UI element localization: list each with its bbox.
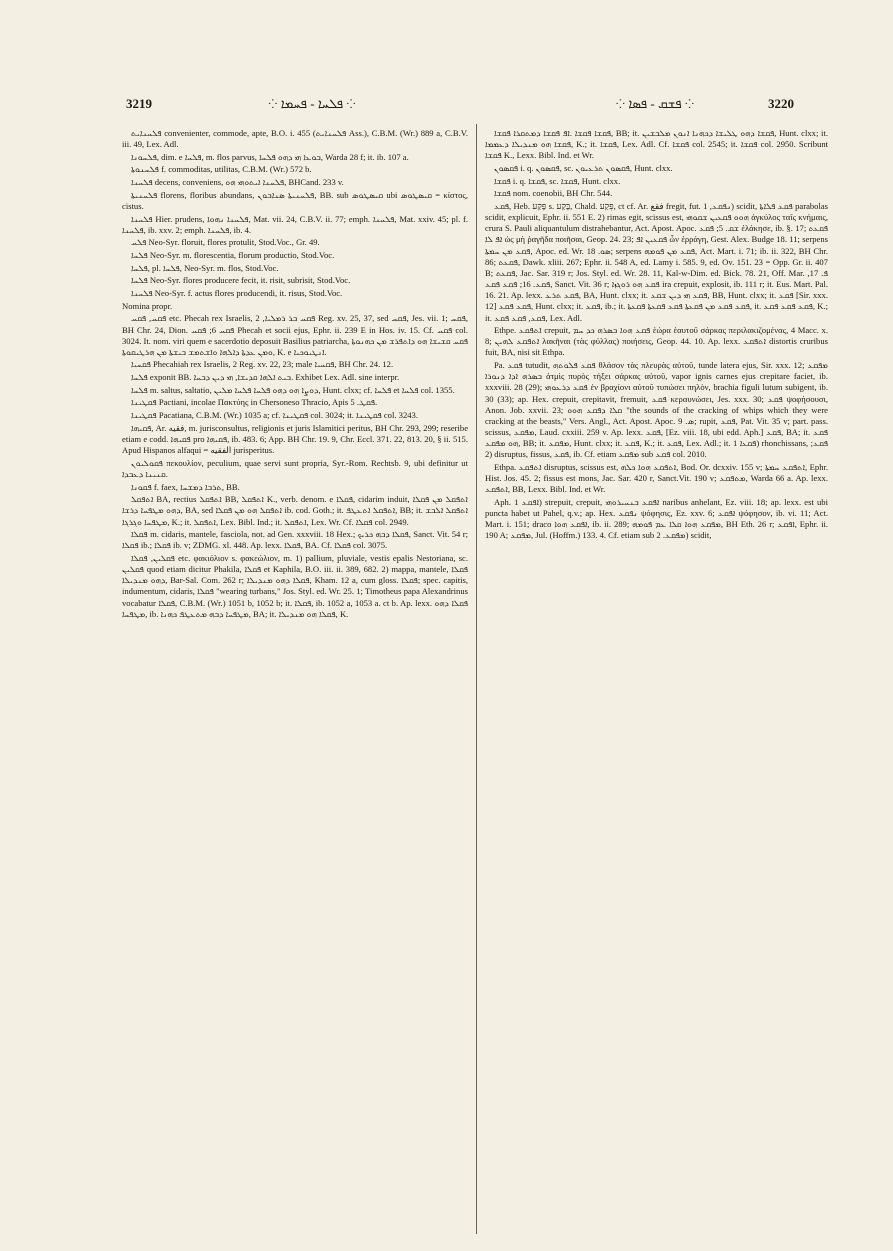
dictionary-entry: ܦܩܚ, ܦܩܚ etc. Phecah rex Israelis, ܦܩܚ ܒܪ ܪܡܠܝܐ, 2 Reg. xv. 25, 37, sed ܦܩܚ, Jes. vii. 1; ܦܩܚ, BH Chr. 24, Dion. ܦܩܚ 6; ܦܩܚ Phecah et socii ejus, Ephr. ii. 239 E in Hos. iv. 15. Cf. ܦܩܚ col. 3024. It. nom. viri quem e sacerdotio deposuit Basilius patriarcha, ܦܩܚ ܩܫܝܫܐ ܗܘ ܕܐܬܦܪܫ ܡܢ ܟܗܢܘܬܐ ܘܡܢ ܥܕܬܐ ܕܐܠܗܐ ܘܐܫܬܡܫ ܒܝܫܬܐ ܡܢ ܗܪܛܝܩܘܬܐ, K. e ܐܢܛܝܘܟܝܐ. — [122, 313, 468, 357]
left-page-number: 3219 — [126, 96, 152, 111]
dictionary-entry: ܦܩܘܠܝܘܢ πεκουλίον, peculium, quae servi sunt propria, Syr.-Rom. Rechtsb. 9, ubi definitur ut ܩܢܝܢܐ ܕܥܒܕܐ. — [122, 457, 468, 479]
right-column — [485, 128, 828, 1238]
dictionary-entry: ܦܠܚܐ, pl. ܦܠܚܐ, Neo-Syr. m. flos, Stod.Voc. — [131, 262, 279, 273]
right-running-title: ⁘ ܦܫܩ - ܦܣܐ ⁘ — [615, 96, 695, 111]
dictionary-entry: ܦܩܠܝܢ, ܦܩܠܐ etc. φακιόλιον s. φακεώλιον, m. 1) pallium, pluviale, vestis epalis Nestoriana, sc. ܦܩܠܝܢ quod etiam dicitur Phakila, ܦܩܠܐ et Kaphila, B.O. iii. ii. 389, 682. 2) mappa, mantele, ܦܩܠܐ ܕܗܘ ܡܢܕܝܠܐ, Bar-Sal. Com. 262 r; ܦܩܠܐ ܕܗܘ ܡܢܕܝܠܐ, Kham. 12 a, cum gloss. ܦܩܠܐ; spec. capitis, indumentum, cidaris, ܦܩܠܐ "wearing turbans," Jos. Styl. ed. Wr. 25. 1; Timotheus papa Alexandrinus vocabatur ܦܩܠܐ, C.B.M. (Wr.) 1051 b, 1052 b; it. ܦܩܠܐ, ib. 1052 a, 1053 a. ct b. Ap. lexx. ܦܩܠܐ ܕܗܘ ܡܛܦܚܐ, ib. ܡܛܦܚܐ ܕܒܗ ܡܬܥܛܦ ܟܗܢܐ, BA; it. ܦܩܠܐ ܗܘ ܡܢܕܝܠܐ, K. — [122, 552, 468, 619]
dictionary-entry: ܦܠܚܐ m. saltus, saltatio, ܕܘܨܐ ܗܘ ܕܗܘ ܦܠܚܐ ܦܠܚܐ ܡܠܝܢ, Hunt. clxx; cf. ܦܠܚܐ et ܦܠܚܐ col. 1355. — [131, 384, 455, 395]
dictionary-entry: ܦܩܫܐ i. q. ܦܩܫܐ, sc. ܦܩܫܐ, Hunt. clxx. — [494, 175, 621, 186]
dictionary-entry: ܦܩܫܐ nom. coenobii, BH Chr. 544. — [494, 188, 613, 199]
column-divider — [476, 124, 477, 1234]
dictionary-entry: Aph. ܐܦܩܥ 1) strepuit, crepuit, ܐܦܩܥ ܒܢܚܝܪܘܗܝ naribus anhelant, Ez. viii. 18; ap. lexx. est ubi puncta habet ut Pahel, q.v.; ap. Hex. ܢܦܩܥ ψόφησις, Ez. xxv. 6; ܐܦܩܥ ψόφησον, ib. vi. 11; Act. Mart. i. 151; draco ܐܦܩܥ ܗܘܐ, ib. ii. 289; ܡܦܩܥ ܗܘܐ ܩܠܐ ܥܡ ܦܘܡܗ, BH Eth. 26 r; ܐܦܩܥ, Ephr. ii. 190 A; ܡܦܩܥ, Jul. (Hoffm.) 133. 4. Cf. etiam sub ܡܦܩܥ. 2) scidit, — [485, 497, 828, 541]
dictionary-entry: ܦܠܚ Neo-Syr. floruit, flores protulit, Stod.Voc., Gr. 49. — [131, 237, 320, 248]
dictionary-entry: ܦܩܘܢܐ f. faex, ܬܪܒܐ ܕܡܫܚܐ, BB. — [131, 481, 240, 492]
dictionary-entry: ܦܠܚܐ exponit BB. ܒܝܬ ܐܠܗܐ ܩܕܝܫܐ, ܗܝ ܕܝܢ ܕܒܚܐ. Exhibet Lex. Adl. sine interpr. — [131, 372, 400, 383]
dictionary-entry: ܦܠܚܐ Neo-Syr. m. florescentia, florum productio, Stod.Voc. — [131, 250, 335, 261]
dictionary-entry: ܦܩܛܝܢܐ Pacatiana, C.B.M. (Wr.) 1035 a; cf. ܦܩܛܝܢܐ col. 3024; it. ܦܩܛܝܢܐ col. 3243. — [131, 410, 418, 421]
dictionary-entry: ܦܠܚܘܢܐ, dim. e ܦܠܚܐ, m. flos parvus, ܒܘܥܐ ܗܝ ܕܗܘ ܦܠܚܐ, Warda 28 f; it. ib. 107 a. — [131, 151, 409, 162]
dictionary-entry: ܦܩܥ, Heb. פָּקַע s. בָּקַע, Chald. פְּקַע, ct cf. Ar. فقع fregit, fut. ܢܦܩܥ, 1) scidit, ܦܩܥ ܦܠܐܬܐ parabolas scidit, explicuit, Ephr. ii. 551 E. 2) rimas egit, scissus est, ܗܘܘ ܦܩܥܝܢ ܫܩܘܗܝ ἀγκύλος ταῖς κνήμαις, crura S. Pauli aliquantulum distrahebantur, Act. Apost. Apoc. ܫܩ. 5; ܦܩܥ ἐλάκησε, ib. §. 17; ܦܩܥܬ ܐܦ ܠܐ ὡς μὴ ῥαγῆδα ποιῆσαι, Geop. 24. 23; ܦܩܥܝܢ ܐܦ ὧν ἐρράγη, Gest. Alex. Budge 18. 11; serpens ܦܩܥ ܡܢ ܚܡܬܐ, Apoc. ed. Wr. ܣܘ. 18; serpens ܦܩܥ ܡܢ ܦܘܡܗ, Act. Mart. i. 71; ib. ii. 322, BH Chr. 86; ܦܩܥܬ, Dawk. xliii. 267; Ephr. ii. 548 A, ed. Lamy i. 585. 9, ed. Ov. 151. 23 = Opp. Gr. ii. 407 B; ܦܩܥܬ, Jac. Sar. 319 r; Jos. Styl. ed. Wr. 28. 11, Kal-w-Dim. ed. Bick. 78. 21, Off. Mar. ܦ. 17, ܦܩܥ. 16; ܦܩܥ ܦܩܥ, Sanct. Vit. 36 r; ܦܩܥ ܗܘ ܪܘܓܙܐ ira crepuit, explosit, ib. 111 r; it. Eus. Mart. Pal. 16. 21. Ap. lexx. ܦܩܥ ܬܪܥ, BA, Hunt. clxx; it. ܦܩܥ ܗܝ ܕܝܢ ܫܩܥ, BB, Hunt. clxx; it. ܦܩܥ [Sir. xxx. 12] ܦܩܥ ܦܩܥ, Hunt. clxx; it. ܦܩܥ, ib.; it. ܦܩܥ ܦܩܥ ܡܢ ܦܩܥܬܐ ܦܩܥ ܦܩܥܬܐ ܦܩܥܬܐ, it. ܦܩܥ ܦܩܥ ܦܩܥ, K.; it. ܦܩܥ, ܦܩܥ ܦܩܥ, Lex. Adl. — [485, 200, 828, 323]
dictionary-entry: ܦܩܛܝܢܐ Pactiani, incolae Πακτύης in Chersoneso Thracio, Apis ܦܩܛ. 5. — [131, 397, 378, 408]
dictionary-entry: ܦܩܣܘܢ i. q. ܦܩܣܘܢ, sc. ܦܩܣܘܢ ܬܪܥܝܘܢ, Hunt. clxx. — [494, 162, 673, 173]
dictionary-entry: ܦܠܚܢܐܝܬ convenienter, commode, apte, B.O. i. 455 (ܦܠܚܢܐܝܬ Ass.), C.B.M. (Wr.) 889 a, C.B.V. iii. 49, Lex. Adl. — [122, 128, 468, 150]
left-running-title: ⁘ ܦܠܚܐ - ܦܚܡܐ ⁘ — [268, 96, 356, 111]
dictionary-entry: Ethpe. ܐܬܦܩܥ crepuit, ܦܩܥ ܗܘܐ ܒܣܪܗ ܟܕ ܚܡ ἑώρα ἑαυτοῦ σάρκας περιλακιζομένας, 4 Macc. x. 8; ܐܬܦܩܥ ܠܗܝܢ λακῆναι (τὰς φύλλας) ποιήσεις, Geop. 44. 10. Ap. lexx. ܐܬܦܩܥ distortis cruribus fuit, BA, nisi sit Ethpa. — [485, 325, 828, 358]
page-header — [0, 96, 893, 116]
dictionary-entry: Nomina propr. — [122, 300, 173, 311]
right-page-number: 3220 — [768, 96, 794, 111]
dictionary-entry: ܐܬܦܩܠ BA, rectius ܐܬܦܩܠ BB, ܐܬܦܩܠ K., verb. denom. e ܦܩܠܐ, cidarim induit, ܐܬܦܩܠ ܡܢ ܦܩܠܐ ܕܗܘ ܡܛܦܚܐ ܕܪܫܐ, BA, sed ܐܬܦܩܠ ܗܘ ܡܢ ܦܩܠܐ ib. cod. Goth.; it. ܐܬܦܩܠ ܐܬܥܛܦ, BB; it. ܐܬܦܩܠ ܐܠܒܫ ܡܛܦܚܐ ܘܓܪܓܐ, K.; it. ܐܬܦܩܠ, Lex. Bibl. Ind.; it. ܐܬܦܩܠ, Lex. Wr. Cf. ܦܩܠܐ col. 2949. — [122, 494, 468, 527]
dictionary-entry: ܦܩܝܗܐ, Ar. فقيه, m. jurisconsultus, religionis et juris Islamitici peritus, BH Chr. 293, 299; reseribe etiam e codd. ܦܩܝܗܐ pro ܦܩܝܗܐ, ib. 483. 6; App. BH Chr. 19. 9, Chr. Eccl. 371. 22, 813. 20, § ii. 515. Apud Hispanos alfaqui = الفقيه jurisperitus. — [122, 422, 468, 456]
dictionary-entry: ܦܠܚܢܐ Neo-Syr. f. actus flores producendi, it. risus, Stod.Voc. — [131, 288, 343, 299]
dictionary-entry: ܦܩܚܝܐ Phecahiah rex Israelis, 2 Reg. xv. 22, 23; male ܦܩܚܝܐ, BH Chr. 24. 12. — [131, 359, 394, 370]
dictionary-entry: ܦܠܚܢܝܬܐ florens, floribus abundans, ܦܠܚܢܝܬܐ ܣܢܐܒܘܢ, BB. sub ܩܝܣܛܘܣ ubi ܩܝܣܛܘܣ = κίστος, cistus. — [122, 189, 468, 211]
dictionary-entry: ܦܩܠܐ m. cidaris, mantele, fasciola, not. ad Gen. xxxviii. 18 Hex.; ܦܩܠܐ ܕܒܗ ܟܪܝܟ, Sanct. Vit. 54 r; ܦܩܠܐ ib.; ܦܩܠܐ ib. v; ZDMG. xl. 448. Ap. lexx. ܦܩܠܐ, BA. Cf. ܦܩܠܐ col. 3075. — [122, 529, 468, 551]
dictionary-entry: ܦܠܚܢܐ decens, conveniens, ܦܠܚܢܐ ܐܝܬܘܗܝ ܗܘ, BHCand. 233 v. — [131, 177, 344, 188]
left-column — [122, 128, 468, 1238]
dictionary-entry: Pa. ܦܩܥ tutudit, ܦܩܥ ܦܠܘܬܗ θλάσον τὰς πλευρὰς αὐτοῦ, tunde latera ejus, Sir. xxx. 12; ܡܦܩܥ ܒܣܪܗ ܐܕܐ ܕܢܘܪܐ ἀτμὶς πυρὸς τήξει σάρκας αὐτοῦ, vapor ignis carnes ejus crepitare faciet, ib. xxxviii. 28 (29); ܦܩܥ ܕܪܥܘܗܝ ἐν βραχίονι αὐτοῦ τυπώσει πηλὸν, brachia figuli lutum subigent, ib. 30 (33); ap. Hex. crepuit, crepitavit, fremuit, ܦܩܥ κεραυνώσει, Jes. xxx. 30; ܦܩܥ ψοφήσουσι, Anon. Job. xxvii. 23; ܩܠܐ ܕܦܩܥ ܗܘܘ "the sounds of the cracking of whips which they were cracking at the beasts," Vers. Angl., Act. Apost. Apoc. ܣ. 9; rupit, ܦܩܥ, Pat. Vit. 35 v; part. pass. scissus, ܡܦܩܥ, Laud. cxxiii. 259 v. Ap. lexx. ܦܩܥ, [Ez. viii. 18, ubi edd. Aph.] ܦܩܥ, BA; it. ܦܩܥ ܗܘ ܡܦܩܥ, BB; it. ܡܦܩܥ, Hunt. clxx; it. ܦܩܥ, K.; it. ܦܩܥ, Lex. Adl.; it. ܦܩܥܐ 1) rhonchissans, ܦܩܥ; 2) disruptus, fissus, ܦܩܥ, ib. Cf. etiam ܡܦܩܥ sub ܦܩܥ col. 2010. — [485, 360, 828, 460]
dictionary-entry: Ethpa. ܐܬܦܩܥ disruptus, scissus est, ܐܬܦܩܥ ܗܘܐ ܟܠܗ, Bod. Or. dcxxiv. 155 v; ܐܬܦܩܥ ܚܡܬܐ, Ephr. Hist. Jos. 45. 2; fissus est mons, Jac. Sar. 420 r, Sanct.Vit. 190 v; ܡܬܦܩܥ, Warda 66 a. Ap. lexx. ܐܬܦܩܥ, BB, Lexx. Bibl. Ind. et Wr. — [485, 462, 828, 495]
dictionary-entry: ܦܠܚܐ Neo-Syr. flores producere fecit, it. risit, subrisit, Stod.Voc. — [131, 275, 351, 286]
dictionary-entry: ܦܠܚܢܘܬܐ f. commoditas, utilitas, C.B.M. (Wr.) 572 b. — [131, 164, 312, 175]
dictionary-entry: ܦܠܚܢܐ Hier. prudens, ܦܠܚܢܐ ܢܗܘܐ, Mat. vii. 24, C.B.V. ii. 77; emph. ܦܠܚܢܐ, Mat. xxiv. 45; pl. f. ܦܠܚܢܐ, ib. xxv. 2; emph. ܦܠܚܢܐ, ib. 4. — [122, 213, 468, 235]
dictionary-entry: ܦܩܫܐ ܦܩܫܐ .ܐܦ ܦܩܫܐ ܕܡܬܩܪܐ ܦܩܫܐ, BB; it. ܦܩܫܐ ܕܗܘ ܛܠܝܫܐ ܕܟܗܢܐ ܐܢܘܢ ܡܠܒܫܝܢ, Hunt. clxx; it. ܦܩܫܐ ܗܘ ܡܢܕܝܠܐ ܕܥܡܡܐ, K.; it. ܦܩܫܐ, Lex. Adl. Cf. ܦܩܫܐ col. 2545; it. ܦܩܫܐ col. 2950. Scribunt ܦܩܫܐ K., Lexx. Bibl. Ind. et Wr. — [485, 128, 828, 161]
